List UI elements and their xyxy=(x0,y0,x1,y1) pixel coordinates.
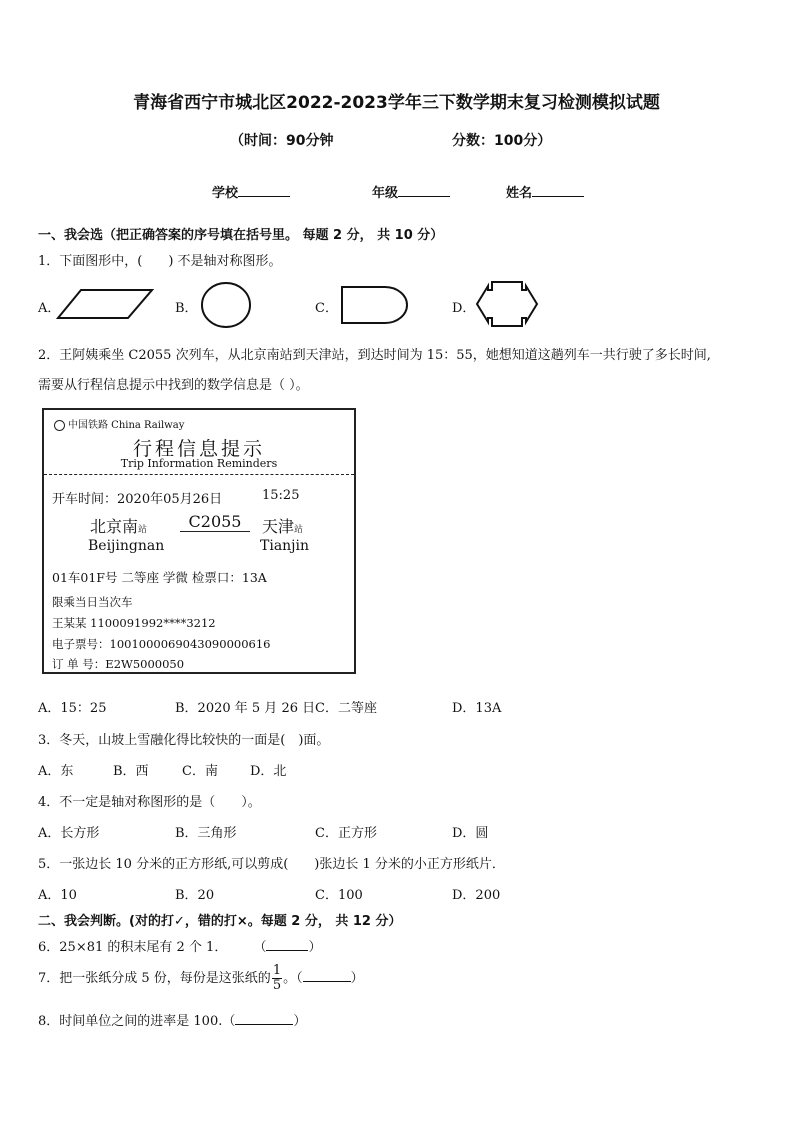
question-1: 1．下面图形中，( ) 不是轴对称图形。 xyxy=(38,254,282,269)
q6-answer-blank[interactable] xyxy=(266,938,308,951)
ticket-from-en: Beijingnan xyxy=(88,538,165,554)
ticket-title-en: Trip Information Reminders xyxy=(120,457,278,470)
ticket-title-cn: 行程信息提示 xyxy=(132,438,265,460)
q3-option-d: D．北 xyxy=(250,764,287,779)
grade-blank[interactable] xyxy=(398,184,450,197)
question-7: 7．把一张纸分成 5 份，每份是这张纸的 $\frac{1}{5}$ 。（ ） xyxy=(38,963,364,993)
total-score: 分数：100分） xyxy=(452,133,552,149)
question-3: 3．冬天，山坡上雪融化得比较快的一面是( )面。 xyxy=(38,733,330,748)
question-6: 6．25×81 的积末尾有 2 个 1． （ ） xyxy=(38,940,322,955)
ticket-to-en: Tianjin xyxy=(260,538,310,554)
section2-heading: 二、我会判断。(对的打✓，错的打×。每题 2 分， 共 12 分） xyxy=(38,914,402,929)
name-blank[interactable] xyxy=(532,184,584,197)
exam-title: 青海省西宁市城北区2022-2023学年三下数学期末复习检测模拟试题 xyxy=(133,93,660,113)
grade-field xyxy=(372,182,450,201)
school-field xyxy=(212,182,290,201)
name-field xyxy=(506,182,584,201)
school-blank[interactable] xyxy=(238,184,290,197)
q4-option-a: A．长方形 xyxy=(38,826,100,841)
q4-option-c: C．正方形 xyxy=(315,826,377,841)
ticket-divider xyxy=(44,474,354,475)
trip-info-ticket xyxy=(42,408,356,674)
q5-option-a: A．10 xyxy=(38,888,77,903)
q8-answer-blank[interactable] xyxy=(235,1012,293,1025)
q2-option-b: B．2020 年 5 月 26 日 xyxy=(175,701,316,716)
section1-heading: 一、我会选（把正确答案的序号填在括号里。 每题 2 分， 共 10 分） xyxy=(38,228,444,243)
q2-option-d: D．13A xyxy=(452,701,502,716)
ticket-depart-time: 15:25 xyxy=(262,488,300,503)
time-limit: （时间：90分钟 xyxy=(230,133,334,149)
double-arrow-shape xyxy=(474,278,540,330)
question-2-line1: 2．王阿姨乘坐 C2055 次列车，从北京南站到天津站，到达时间为 15：55，她想知道这趟列车一共行驶了多长时间, xyxy=(38,348,711,363)
q2-option-a: A．15：25 xyxy=(38,701,107,716)
question-8: 8．时间单位之间的进率是 100.（ ） xyxy=(38,1014,307,1029)
q5-option-d: D．200 xyxy=(452,888,501,903)
q3-option-b: B．西 xyxy=(113,764,149,779)
ticket-from-station: 北京南站 xyxy=(90,517,148,536)
circle-shape xyxy=(200,281,252,329)
q1-option-d-label: D． xyxy=(452,301,476,316)
name-label: 姓名 xyxy=(506,186,533,201)
fraction-one-fifth: $\frac{1}{5}$ xyxy=(272,963,282,993)
railway-logo-icon xyxy=(54,420,65,431)
ticket-seat-info: 01车01F号 二等座 学微 检票口：13A xyxy=(52,570,267,585)
ticket-brand: 中国铁路 China Railway xyxy=(54,416,184,431)
ticket-eticket-number: 电子票号：1001000069043090000616 xyxy=(52,637,271,651)
q4-option-b: B．三角形 xyxy=(175,826,237,841)
ticket-depart-date: 开车时间：2020年05月26日 xyxy=(52,492,223,507)
q3-option-c: C．南 xyxy=(182,764,218,779)
q5-option-c: C．100 xyxy=(315,888,363,903)
q5-option-b: B．20 xyxy=(175,888,215,903)
ticket-order-number: 订 单 号：E2W5000050 xyxy=(52,657,185,671)
grade-label: 年级 xyxy=(372,186,399,201)
parallelogram-shape xyxy=(56,288,154,322)
bullet-shape xyxy=(340,284,410,326)
q1-option-a-label: A． xyxy=(38,301,61,316)
school-label: 学校 xyxy=(212,186,239,201)
ticket-train-number: C2055 xyxy=(180,512,250,532)
ticket-limit: 限乘当日当次车 xyxy=(52,595,133,609)
q3-option-a: A．东 xyxy=(38,764,74,779)
question-2-line2: 需要从行程信息提示中找到的数学信息是（ ）。 xyxy=(38,378,309,393)
ticket-to-station: 天津站 xyxy=(262,517,304,536)
q2-option-c: C．二等座 xyxy=(315,701,377,716)
ticket-passenger: 王某某 1100091992****3212 xyxy=(52,616,216,630)
q4-option-d: D．圆 xyxy=(452,826,489,841)
q7-answer-blank[interactable] xyxy=(303,969,351,982)
question-5: 5．一张边长 10 分米的正方形纸,可以剪成( )张边长 1 分米的小正方形纸片． xyxy=(38,857,505,872)
q1-option-c-label: C． xyxy=(315,301,338,316)
q1-option-b-label: B． xyxy=(175,301,198,316)
question-4: 4．不一定是轴对称图形的是（ ）。 xyxy=(38,795,261,810)
